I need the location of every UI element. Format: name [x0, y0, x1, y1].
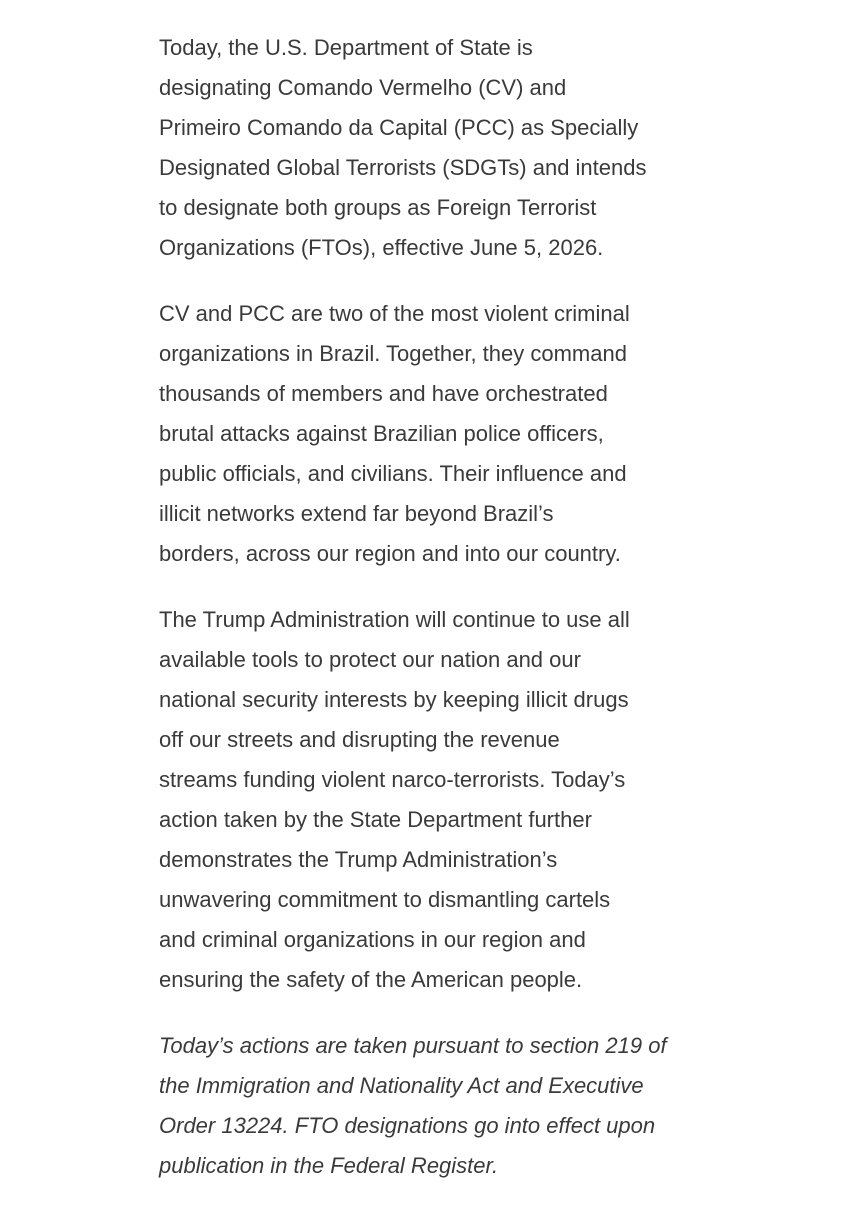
paragraph-legal-basis-note [159, 1026, 689, 1186]
text-line: Today’s actions are taken pursuant to section 219 of [159, 1033, 667, 1058]
paragraph-administration-commitment [159, 600, 689, 1000]
paragraph-designation-announcement [159, 28, 689, 268]
text-line: national security interests by keeping illicit drugs [159, 687, 629, 712]
text-line: thousands of members and have orchestrated [159, 381, 608, 406]
text-line: demonstrates the Trump Administration’s [159, 847, 558, 872]
text-line: Primeiro Comando da Capital (PCC) as Specially [159, 115, 639, 140]
text-line: Organizations (FTOs), effective June 5, 2026. [159, 235, 604, 260]
text-line: to designate both groups as Foreign Terrorist [159, 195, 597, 220]
text-line: publication in the Federal Register. [159, 1153, 499, 1178]
text-line: borders, across our region and into our country. [159, 541, 621, 566]
text-line: public officials, and civilians. Their influence and [159, 461, 627, 486]
text-line: streams funding violent narco-terrorists. Today’s [159, 767, 626, 792]
text-line: Designated Global Terrorists (SDGTs) and intends [159, 155, 647, 180]
text-line: off our streets and disrupting the revenue [159, 727, 560, 752]
article-body [159, 28, 689, 1212]
text-line: action taken by the State Department further [159, 807, 592, 832]
text-line: unwavering commitment to dismantling cartels [159, 887, 611, 912]
text-line: and criminal organizations in our region and [159, 927, 586, 952]
text-line: illicit networks extend far beyond Brazil’s [159, 501, 554, 526]
text-line: the Immigration and Nationality Act and Executive [159, 1073, 644, 1098]
text-line: brutal attacks against Brazilian police officers, [159, 421, 604, 446]
text-line: ensuring the safety of the American people. [159, 967, 583, 992]
text-line: Today, the U.S. Department of State is [159, 35, 533, 60]
text-line: Order 13224. FTO designations go into effect upon [159, 1113, 656, 1138]
text-line: The Trump Administration will continue to use all [159, 607, 630, 632]
text-line: organizations in Brazil. Together, they command [159, 341, 627, 366]
paragraph-groups-description [159, 294, 689, 574]
text-line: designating Comando Vermelho (CV) and [159, 75, 567, 100]
text-line: CV and PCC are two of the most violent criminal [159, 301, 630, 326]
text-line: available tools to protect our nation and our [159, 647, 581, 672]
